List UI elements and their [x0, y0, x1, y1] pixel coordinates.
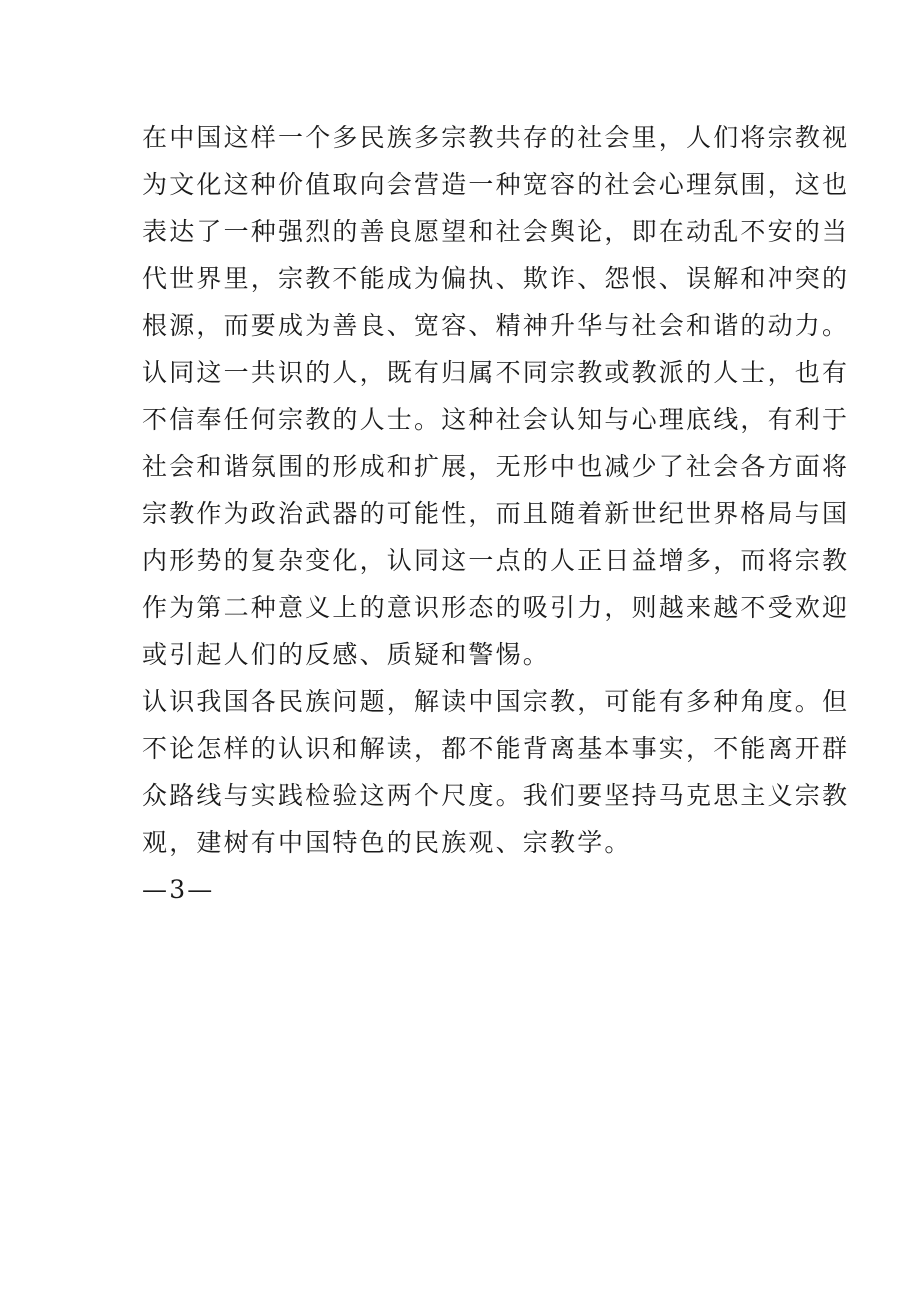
paragraph-1 [142, 114, 850, 349]
text-line: 根源，而要成为善良、宽容、精神升华与社会和谐的动力。 [142, 311, 850, 340]
text-line: 观，建树有中国特色的民族观、宗教学。 [142, 828, 632, 857]
text-line: 宗教作为政治武器的可能性，而且随着新世纪世界格局与国 [142, 499, 850, 528]
paragraph-3 [142, 678, 850, 866]
text-line: 认识我国各民族问题，解读中国宗教，可能有多种角度。但 [142, 687, 850, 716]
text-line: 内形势的复杂变化，认同这一点的人正日益增多，而将宗教 [142, 546, 850, 575]
page-number: —3— [142, 875, 215, 904]
body-text [142, 114, 850, 913]
text-line: 众路线与实践检验这两个尺度。我们要坚持马克思主义宗教 [142, 781, 850, 810]
text-line: 表达了一种强烈的善良愿望和社会舆论，即在动乱不安的当 [142, 217, 850, 246]
text-line: 在中国这样一个多民族多宗教共存的社会里，人们将宗教视 [142, 123, 850, 152]
paragraph-2 [142, 349, 850, 678]
text-line: 不信奉任何宗教的人士。这种社会认知与心理底线，有利于 [142, 405, 850, 434]
text-line: 社会和谐氛围的形成和扩展，无形中也减少了社会各方面将 [142, 452, 850, 481]
text-line: 不论怎样的认识和解读，都不能背离基本事实，不能离开群 [142, 734, 850, 763]
text-line: 认同这一共识的人，既有归属不同宗教或教派的人士，也有 [142, 358, 850, 387]
text-line: 为文化这种价值取向会营造一种宽容的社会心理氛围，这也 [142, 170, 850, 199]
text-line: 代世界里，宗教不能成为偏执、欺诈、怨恨、误解和冲突的 [142, 264, 850, 293]
text-line: 作为第二种意义上的意识形态的吸引力，则越来越不受欢迎 [142, 593, 850, 622]
text-line: 或引起人们的反感、质疑和警惕。 [142, 640, 551, 669]
